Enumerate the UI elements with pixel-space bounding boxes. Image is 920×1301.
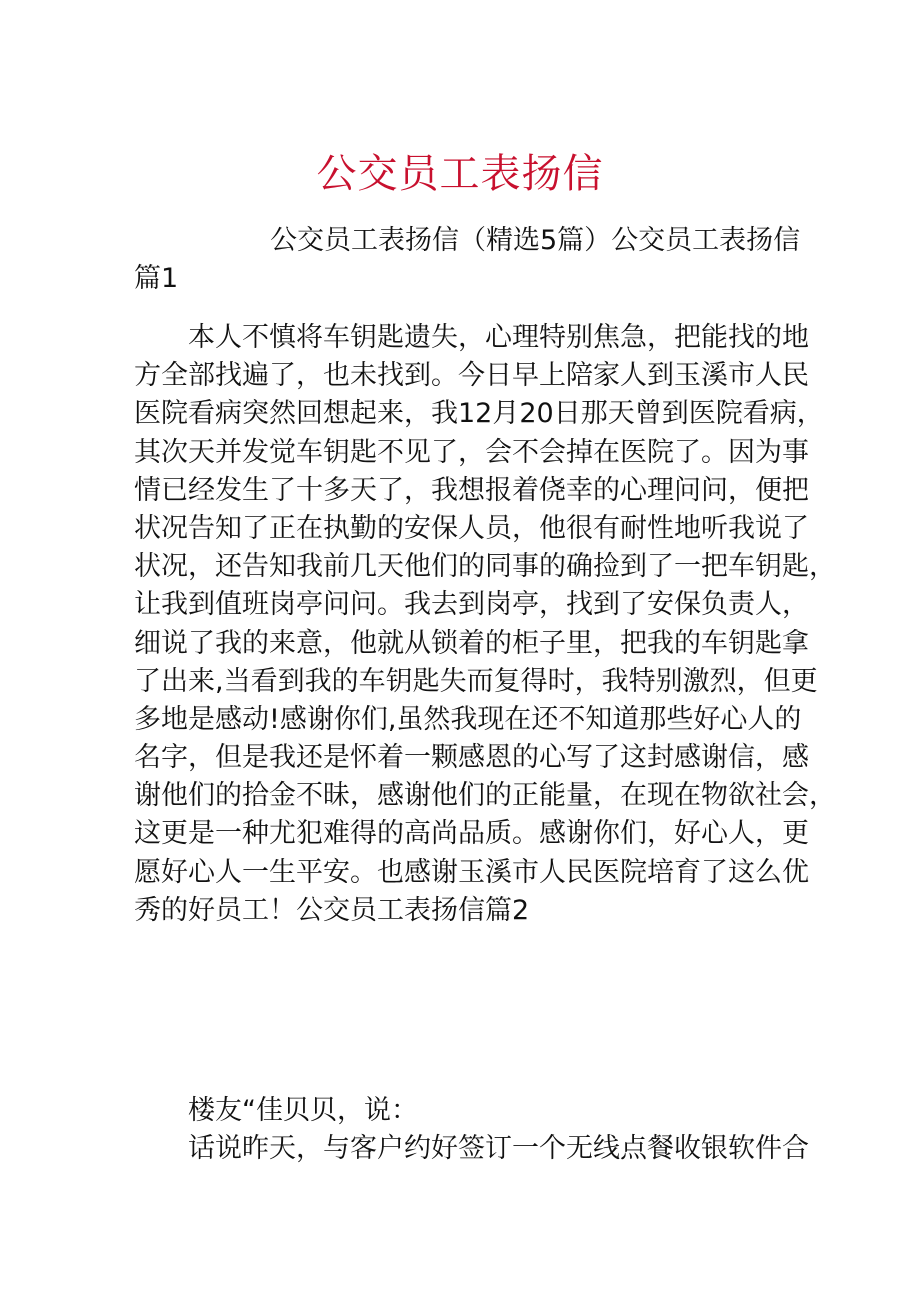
document-title: 公交员工表扬信 [316, 151, 604, 197]
paragraph-line: 本人不慎将车钥匙遗失，心理特别焦急，把能找的地 [188, 322, 809, 353]
paragraph-line: 方全部找遍了，也未找到。今日早上陪家人到玉溪市人民 [134, 360, 809, 392]
paragraph-line: 愿好心人一生平安。也感谢玉溪市人民医院培育了这么优 [134, 856, 809, 888]
paragraph-2 [134, 1092, 809, 1168]
paragraph-line: 状况告知了正在执勤的安保人员，他很有耐性地听我说了 [134, 512, 809, 544]
paragraph-line: 这更是一种尤犯难得的高尚品质。感谢你们，好心人，更 [134, 818, 809, 850]
paragraph-line: 名字，但是我还是怀着一颗感恩的心写了这封感谢信，感 [134, 742, 809, 774]
paragraph-line: 医院看病突然回想起来，我12月20日那天曾到医院看病， [134, 398, 824, 430]
paragraph-line: 其次天并发觉车钥匙不见了，会不会掉在医院了。因为事 [134, 436, 809, 468]
paragraph-line: 情已经发生了十多天了，我想报着侥幸的心理问问，便把 [134, 474, 809, 506]
paragraph-line: 楼友“佳贝贝，说： [188, 1095, 418, 1126]
paragraph-line: 状况，还告知我前几天他们的同事的确捡到了一把车钥匙， [134, 551, 836, 583]
paragraph-line: 谢他们的拾金不昧，感谢他们的正能量，在现在物欲社会， [134, 780, 836, 812]
paragraph-line: 让我到值班岗亭问问。我去到岗亭，找到了安保负责人， [134, 589, 809, 621]
paragraph-line: 多地是感动!感谢你们,虽然我现在还不知道那些好心人的 [134, 703, 802, 735]
subtitle-line: 公交员工表扬信（精选5篇）公交员工表扬信 [270, 225, 801, 256]
paragraph-line: 了出来,当看到我的车钥匙失而复得时，我特别激烈，但更 [134, 665, 818, 697]
paragraph-1 [134, 319, 836, 930]
paragraph-line: 细说了我的来意，他就从锁着的柜子里，把我的车钥匙拿 [134, 627, 809, 659]
paragraph-line: 话说昨天，与客户约好签订一个无线点餐收银软件合 [188, 1133, 809, 1165]
subtitle-block [134, 222, 801, 298]
subtitle-line: 篇1 [134, 263, 179, 295]
paragraph-line: 秀的好员工！公交员工表扬信篇2 [134, 894, 530, 926]
